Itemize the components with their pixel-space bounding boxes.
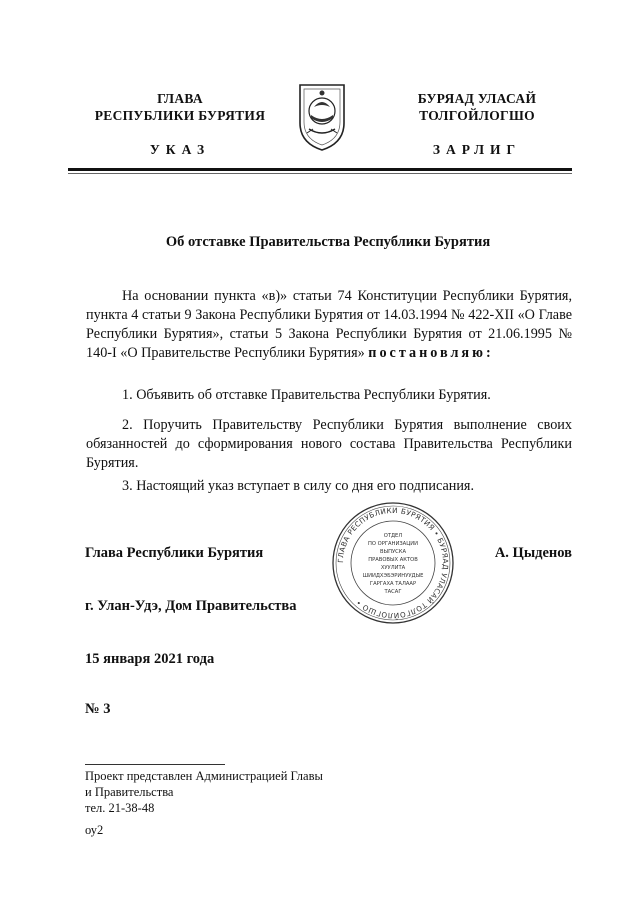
header-right-title (372, 90, 582, 124)
stamp-line-7: ГАРГАХА ТАЛААР (369, 581, 417, 587)
preamble-text: На основании пункта «в)» статьи 74 Конституции Республики Бурятия, пункта 4 статьи 9 Закона Республики Бурятия от 14.03.1994 № 422-XII «О Главе Республики Бурятия», статьи 5 Закона Республики Бурятия от 21.06.1995 № 140-I «О Правительстве Республики Бурятия» (86, 288, 572, 361)
footer-note (85, 768, 323, 816)
item-2: 2. Поручить Правительству Республики Бурятия выполнение своих обязанностей до сформирования нового состава Правительства Республики Бурятия. (86, 417, 572, 471)
header-right-doc-type: ЗАРЛИГ (432, 142, 522, 157)
emblem-icon (295, 77, 349, 153)
header-rule-thin (68, 173, 572, 174)
official-stamp (330, 500, 456, 626)
signing-date: 15 января 2021 года (85, 651, 215, 667)
signature-name: А. Цыденов (494, 545, 572, 561)
header-rule-thick (68, 168, 572, 171)
resolve-word: постановляю: (368, 345, 494, 361)
stamp-line-2: ПО ОРГАНИЗАЦИИ (367, 541, 419, 547)
header-left-title (75, 90, 285, 124)
stamp-line-3: ВЫПУСКА (379, 549, 407, 555)
stamp-line-8: ТАСАГ (384, 589, 402, 595)
preamble-paragraph (86, 287, 572, 363)
stamp-line-6: ШИИДХЭБЭРИНУУДЫЕ (362, 573, 424, 579)
footer-code: оу2 (85, 823, 104, 837)
stamp-line-5: ХУУЛИТА (380, 565, 406, 571)
signing-place: г. Улан-Удэ, Дом Правительства (85, 598, 297, 614)
footer-line-3: тел. 21-38-48 (85, 801, 155, 815)
item-1: 1. Объявить об отставке Правительства Республики Бурятия. (122, 387, 491, 403)
header-right-line2: ТОЛГОЙЛОГШО (419, 108, 535, 123)
header-right-line1: БУРЯАД УЛАСАЙ (417, 91, 537, 106)
decree-number: № 3 (85, 701, 111, 717)
stamp-line-1: ОТДЕЛ (383, 533, 403, 539)
signature-position: Глава Республики Бурятия (85, 545, 264, 561)
stamp-ring-text: ГЛАВА РЕСПУБЛИКИ БУРЯТИЯ • БУРЯАД УЛАСАЙ ТОЛГОЙЛОГШО • (335, 505, 451, 621)
footer-line-1: Проект представлен Администрацией Главы (85, 769, 323, 783)
footer-rule (85, 764, 225, 765)
header-left-line1: ГЛАВА (157, 91, 203, 106)
svg-text:ГЛАВА РЕСПУБЛИКИ БУРЯТИЯ • БУР (336, 506, 450, 620)
document-title: Об отставке Правительства Республики Бурятия (165, 234, 491, 250)
stamp-line-4: ПРАВОВЫХ АКТОВ (368, 557, 418, 563)
item-3: 3. Настоящий указ вступает в силу со дня его подписания. (122, 478, 475, 494)
header-left-doc-type: УКАЗ (149, 142, 211, 157)
footer-line-2: и Правительства (85, 785, 174, 799)
header-left-line2: РЕСПУБЛИКИ БУРЯТИЯ (94, 108, 266, 123)
